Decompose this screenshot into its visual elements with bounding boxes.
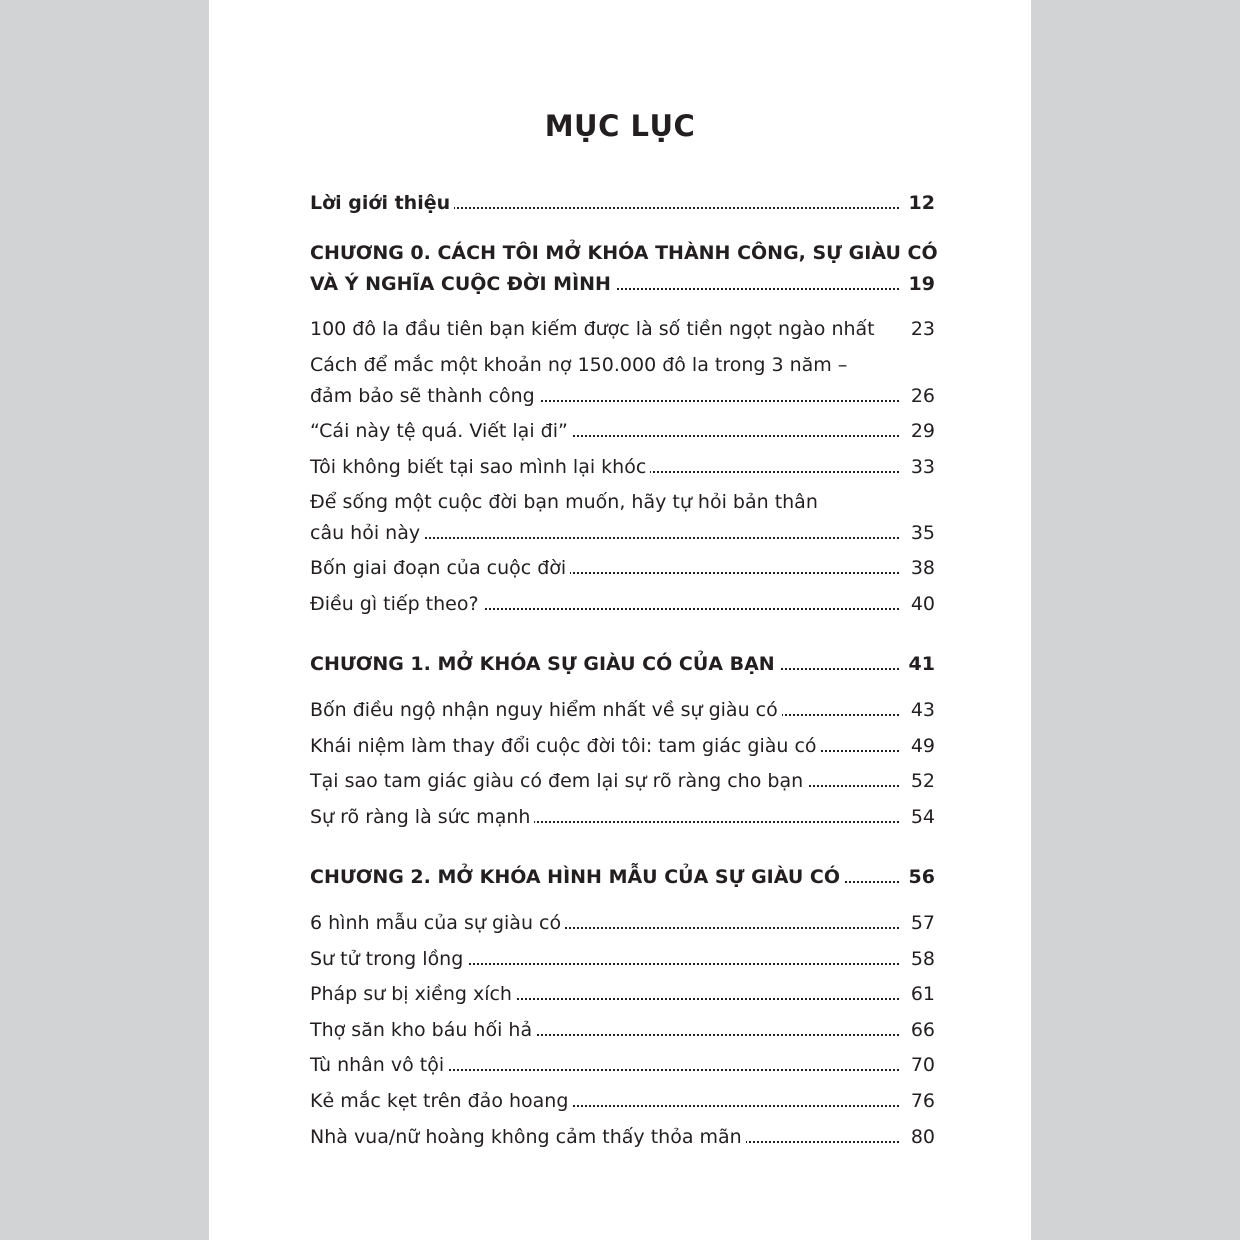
- toc-entry-page: 57: [910, 912, 935, 934]
- toc-entry-page: 35: [910, 522, 935, 544]
- toc-entry-page: 80: [910, 1126, 935, 1148]
- toc-entry-label: CHƯƠNG 1. MỞ KHÓA SỰ GIÀU CÓ CỦA BẠN: [310, 649, 779, 679]
- toc-entry-label: Sư tử trong lồng: [310, 944, 467, 974]
- toc-entry[interactable]: [310, 908, 935, 938]
- toc-entry-label: Pháp sư bị xiềng xích: [310, 979, 516, 1009]
- toc-entry[interactable]: [310, 731, 935, 761]
- chapter-2-heading[interactable]: [310, 862, 935, 892]
- toc-entry-page: 23: [910, 318, 935, 340]
- toc-entry-label: đảm bảo sẽ thành công: [310, 381, 539, 411]
- chapter-0-heading[interactable]: [310, 269, 935, 299]
- toc-entry-page: 56: [908, 866, 935, 888]
- toc-entry-page: 49: [910, 735, 935, 757]
- toc-entry[interactable]: [310, 1050, 935, 1080]
- toc-entry-label: Tại sao tam giác giàu có đem lại sự rõ ràng cho bạn: [310, 766, 807, 796]
- toc-entry[interactable]: [310, 452, 935, 482]
- toc-entry-page: 54: [910, 806, 935, 828]
- toc-entry[interactable]: [310, 766, 935, 796]
- toc-entry-label: câu hỏi này: [310, 518, 424, 548]
- chapter-0-heading-line1[interactable]: CHƯƠNG 0. CÁCH TÔI MỞ KHÓA THÀNH CÔNG, SỰ GIÀU CÓ: [310, 242, 938, 264]
- toc-entry-label: Lời giới thiệu: [310, 188, 454, 218]
- toc-entry-label: Kẻ mắc kẹt trên đảo hoang: [310, 1086, 572, 1116]
- toc-entry[interactable]: [310, 802, 935, 832]
- toc-entry-label: Sự rõ ràng là sức mạnh: [310, 802, 534, 832]
- toc-entry-label: Bốn điều ngộ nhận nguy hiểm nhất về sự giàu có: [310, 695, 782, 725]
- toc-entry-page: 12: [908, 192, 935, 214]
- toc-entry-page: 41: [908, 653, 935, 675]
- toc-entry[interactable]: [310, 1122, 935, 1152]
- toc-entry[interactable]: [310, 979, 935, 1009]
- toc-entry-page: 26: [910, 385, 935, 407]
- toc-entry[interactable]: [310, 1086, 935, 1116]
- toc-entry-label: Bốn giai đoạn của cuộc đời: [310, 553, 570, 583]
- toc-entry-intro[interactable]: [310, 188, 935, 218]
- toc-entry-label: “Cái này tệ quá. Viết lại đi”: [310, 416, 572, 446]
- toc-entry[interactable]: [310, 314, 935, 344]
- toc-entry-page: 19: [908, 273, 935, 295]
- toc-entry-line1[interactable]: Để sống một cuộc đời bạn muốn, hãy tự hỏi bản thân: [310, 491, 818, 513]
- toc-entry-page: 66: [910, 1019, 935, 1041]
- toc-entry-page: 52: [910, 770, 935, 792]
- toc-entry[interactable]: [310, 518, 935, 548]
- toc-entry-label: Nhà vua/nữ hoàng không cảm thấy thỏa mãn: [310, 1122, 746, 1152]
- toc-entry-page: 61: [910, 983, 935, 1005]
- toc-entry-label: Tôi không biết tại sao mình lại khóc: [310, 452, 650, 482]
- toc-entry[interactable]: [310, 944, 935, 974]
- toc-entry-label: Điều gì tiếp theo?: [310, 589, 483, 619]
- toc-entry-line1[interactable]: Cách để mắc một khoản nợ 150.000 đô la trong 3 năm –: [310, 354, 848, 376]
- toc-entry[interactable]: [310, 381, 935, 411]
- toc-entry[interactable]: [310, 1015, 935, 1045]
- toc-entry-page: 33: [910, 456, 935, 478]
- toc-entry-page: 58: [910, 948, 935, 970]
- toc-entry-label: Thợ săn kho báu hối hả: [310, 1015, 536, 1045]
- toc-entry-page: 76: [910, 1090, 935, 1112]
- toc-entry-label: 100 đô la đầu tiên bạn kiếm được là số tiền ngọt ngào nhất: [310, 318, 875, 340]
- toc-entry-page: 40: [910, 593, 935, 615]
- toc-entry-page: 43: [910, 699, 935, 721]
- toc-entry[interactable]: [310, 695, 935, 725]
- toc-entry-page: 70: [910, 1054, 935, 1076]
- toc-entry[interactable]: [310, 553, 935, 583]
- chapter-1-heading[interactable]: [310, 649, 935, 679]
- toc-entry-page: 29: [910, 420, 935, 442]
- toc-entry-label: Tù nhân vô tội: [310, 1050, 448, 1080]
- toc-entry[interactable]: [310, 589, 935, 619]
- toc-entry-label: 6 hình mẫu của sự giàu có: [310, 908, 565, 938]
- page-title: MỤC LỤC: [544, 109, 696, 143]
- toc-entry-label: VÀ Ý NGHĨA CUỘC ĐỜI MÌNH: [310, 269, 615, 299]
- toc-entry-page: 38: [910, 557, 935, 579]
- toc-entry-label: CHƯƠNG 2. MỞ KHÓA HÌNH MẪU CỦA SỰ GIÀU CÓ: [310, 862, 844, 892]
- toc-entry[interactable]: [310, 416, 935, 446]
- book-page: [209, 0, 1031, 1240]
- toc-entry-label: Khái niệm làm thay đổi cuộc đời tôi: tam giác giàu có: [310, 731, 821, 761]
